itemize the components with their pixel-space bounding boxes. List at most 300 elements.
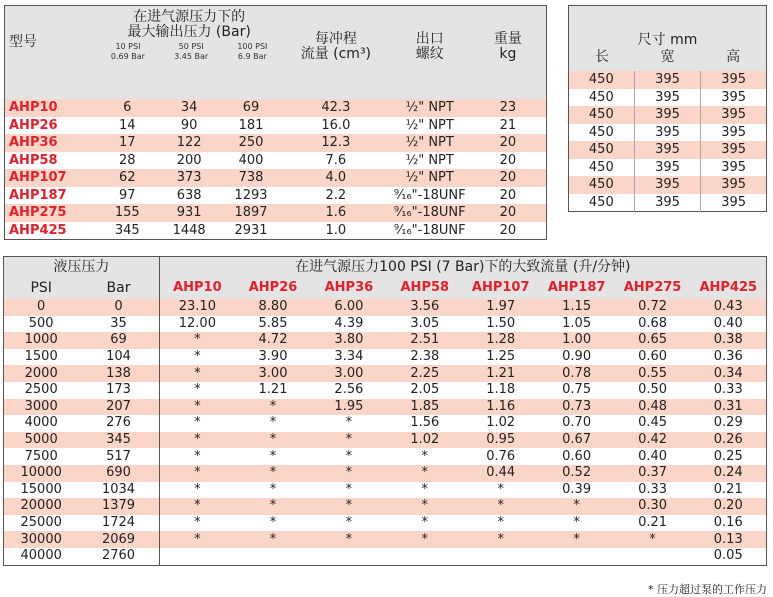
- flow-value: 1.28: [486, 332, 516, 348]
- psi-value: 40000: [20, 548, 62, 564]
- flow-value: 0.73: [562, 398, 592, 414]
- stroke-flow: 1.6: [325, 205, 347, 221]
- height-value: 395: [701, 89, 767, 107]
- flow-value: 3.80: [334, 332, 364, 348]
- flow-value: *: [194, 448, 201, 464]
- flow-row: [4, 399, 767, 416]
- flow-value: 0.13: [713, 531, 743, 547]
- outlet-thread: ½" NPT: [405, 170, 454, 186]
- weight: 23: [499, 100, 517, 116]
- flow-value: *: [421, 531, 429, 547]
- pressure-50psi: 90: [180, 117, 198, 133]
- weight-header-line2: kg: [499, 46, 517, 62]
- model-name: AHP187: [9, 187, 67, 203]
- outlet-thread: ½" NPT: [405, 152, 454, 168]
- bar-value: 517: [78, 448, 159, 465]
- flow-value: 0.21: [713, 481, 743, 497]
- weight: 20: [499, 187, 517, 203]
- flow-value: [159, 548, 235, 565]
- model-row: [5, 169, 547, 187]
- width-value: 395: [634, 159, 701, 177]
- flow-value: 3.00: [258, 365, 288, 381]
- length-value: 450: [588, 89, 614, 105]
- width-value: 395: [634, 106, 701, 124]
- length-value: 450: [588, 124, 614, 140]
- flow-value: *: [194, 349, 201, 365]
- stroke-flow: 4.0: [325, 170, 347, 186]
- stroke-flow: 16.0: [321, 117, 351, 133]
- bar-value: 276: [78, 415, 159, 432]
- flow-value: *: [194, 515, 201, 531]
- flow-value: [539, 548, 615, 565]
- pressure-10psi: 62: [118, 170, 136, 186]
- width-value: 395: [634, 71, 701, 89]
- stroke-flow: 7.6: [325, 152, 347, 168]
- flow-value: 0.16: [713, 515, 743, 531]
- dimension-row: [569, 141, 767, 159]
- model-row: [5, 152, 547, 170]
- psi-value: 4000: [24, 415, 58, 431]
- model-name: AHP58: [9, 152, 58, 168]
- psi-header: PSI: [4, 277, 79, 299]
- dimension-row: [569, 124, 767, 142]
- pressure-header-line1: 在进气源压力下的: [133, 9, 246, 25]
- flow-value: 0.31: [713, 398, 743, 414]
- flow-table-header-row1: [4, 257, 767, 278]
- flow-value: 2.51: [410, 332, 440, 348]
- flow-value: 0.05: [713, 548, 743, 564]
- flow-row: [4, 515, 767, 532]
- p1-psi: 10 PSI: [115, 42, 141, 51]
- dimension-row: [569, 194, 767, 212]
- psi-value: 5000: [24, 432, 58, 448]
- flow-value: 1.15: [562, 299, 592, 315]
- pressure-10psi: 28: [118, 152, 136, 168]
- psi-value: 15000: [20, 481, 62, 497]
- pressure-100psi: 1293: [234, 187, 268, 203]
- pressure-10psi: 6: [123, 100, 132, 116]
- flow-row: [4, 332, 767, 349]
- length-value: 450: [588, 142, 614, 158]
- pressure-header-line2: 最大输出压力 (Bar): [127, 24, 251, 40]
- flow-value: *: [194, 481, 201, 497]
- flow-value: *: [194, 382, 201, 398]
- flow-model-header: AHP58: [387, 277, 463, 299]
- flow-value: *: [497, 515, 504, 531]
- flow-model-header: AHP107: [463, 277, 539, 299]
- p2-bar: 3.45 Bar: [174, 52, 209, 61]
- flow-value: 0.33: [638, 481, 668, 497]
- flow-value: *: [421, 465, 429, 481]
- flow-value: 5.85: [258, 315, 288, 331]
- length-value: 450: [588, 107, 614, 123]
- bar-header: Bar: [78, 277, 159, 299]
- length-header: 长: [594, 48, 609, 65]
- width-value: 395: [634, 124, 701, 142]
- flow-value: 0.95: [486, 432, 516, 448]
- weight: 20: [499, 152, 517, 168]
- flow-value: [615, 548, 691, 565]
- dimensions-table: [568, 5, 767, 212]
- flow-value: 0.36: [713, 349, 743, 365]
- length-value: 450: [588, 194, 614, 210]
- flow-value: *: [573, 531, 580, 547]
- model-header: 型号: [9, 34, 37, 50]
- flow-value: 1.85: [410, 398, 440, 414]
- flow-value: 12.00: [178, 315, 216, 331]
- bar-value: 1379: [78, 498, 159, 515]
- width-value: 395: [634, 194, 701, 212]
- flow-value: 1.16: [486, 398, 516, 414]
- flow-value: 3.56: [410, 299, 440, 315]
- outlet-thread: ⁹⁄₁₆"-18UNF: [393, 205, 466, 221]
- flow-value: *: [269, 398, 277, 414]
- flow-value: 0.60: [638, 349, 668, 365]
- flow-value: *: [345, 515, 353, 531]
- flow-value: 1.02: [410, 432, 440, 448]
- bar-value: 1724: [78, 515, 159, 532]
- bar-value: 1034: [78, 482, 159, 499]
- flow-value: 0.25: [713, 448, 743, 464]
- bar-value: 345: [78, 432, 159, 449]
- flow-value: 0.90: [562, 349, 592, 365]
- flow-value: *: [573, 498, 580, 514]
- flow-value: 6.00: [334, 299, 364, 315]
- flow-row: [4, 448, 767, 465]
- bar-value: 690: [78, 465, 159, 482]
- flow-value: 1.05: [562, 315, 592, 331]
- flow-value: *: [497, 531, 504, 547]
- outlet-thread: ½" NPT: [405, 117, 454, 133]
- bar-value: 104: [78, 349, 159, 366]
- psi-value: 2000: [24, 365, 58, 381]
- bar-value: 2760: [78, 548, 159, 565]
- flow-row: [4, 548, 767, 565]
- weight-header-line1: 重量: [493, 31, 522, 47]
- flow-row: [4, 465, 767, 482]
- flow-value: 1.21: [258, 382, 288, 398]
- flow-value: 0.70: [562, 415, 592, 431]
- flow-value: *: [269, 415, 277, 431]
- flow-value: *: [421, 498, 429, 514]
- flow-table: [3, 256, 767, 566]
- flow-value: *: [269, 531, 277, 547]
- bar-value: 138: [78, 365, 159, 382]
- outlet-header-line2: 螺纹: [415, 46, 444, 62]
- flow-value: 0.45: [638, 415, 668, 431]
- pressure-100psi: 69: [242, 100, 260, 116]
- models-table-header: [5, 6, 547, 100]
- flow-value: 2.56: [334, 382, 364, 398]
- flow-value: *: [421, 448, 429, 464]
- flow-value: 3.34: [334, 349, 364, 365]
- pressure-10psi: 14: [118, 117, 136, 133]
- model-row: [5, 204, 547, 222]
- flow-value: *: [194, 432, 201, 448]
- pressure-50psi: 34: [180, 100, 198, 116]
- flow-value: 0.48: [638, 398, 668, 414]
- flow-value: 23.10: [178, 299, 216, 315]
- flow-value: *: [194, 332, 201, 348]
- length-value: 450: [588, 72, 614, 88]
- psi-value: 1000: [24, 332, 58, 348]
- flow-title: 在进气源压力100 PSI (7 Bar)下的大致流量 (升/分钟): [159, 257, 766, 278]
- flow-value: 1.95: [334, 398, 364, 414]
- pressure-100psi: 1897: [234, 205, 268, 221]
- bar-value: 173: [78, 382, 159, 399]
- pressure-100psi: 400: [238, 152, 264, 168]
- pressure-100psi: 2931: [234, 222, 268, 238]
- flow-value: 3.05: [410, 315, 440, 331]
- length-value: 450: [588, 177, 614, 193]
- flow-value: 0.38: [713, 332, 743, 348]
- model-row: [5, 222, 547, 240]
- psi-value: 20000: [20, 498, 62, 514]
- pressure-50psi: 931: [176, 205, 202, 221]
- flow-value: *: [269, 448, 277, 464]
- dimensions-title: 尺寸 mm: [637, 31, 698, 48]
- flow-value: 0.24: [713, 465, 743, 481]
- dimensions-table-header: [569, 6, 767, 72]
- flow-value: 0.65: [638, 332, 668, 348]
- flow-value: 0.33: [713, 382, 743, 398]
- model-row: [5, 117, 547, 135]
- psi-value: 1500: [24, 349, 58, 365]
- flow-value: [235, 548, 311, 565]
- dimension-row: [569, 71, 767, 89]
- pressure-10psi: 97: [118, 187, 136, 203]
- p1-bar: 0.69 Bar: [110, 52, 145, 61]
- height-value: 395: [701, 194, 767, 212]
- psi-value: 3000: [24, 398, 58, 414]
- height-value: 395: [701, 106, 767, 124]
- flow-value: *: [497, 498, 504, 514]
- flow-value: 0.50: [638, 382, 668, 398]
- flow-value: 0.37: [638, 465, 668, 481]
- dimension-row: [569, 106, 767, 124]
- hydraulic-header: 液压压力: [4, 257, 160, 278]
- bar-value: 69: [78, 332, 159, 349]
- flow-value: *: [345, 448, 353, 464]
- height-value: 395: [701, 159, 767, 177]
- flow-value: *: [269, 481, 277, 497]
- flow-model-header: AHP425: [691, 277, 767, 299]
- weight: 20: [499, 222, 517, 238]
- flow-value: *: [345, 432, 353, 448]
- flow-value: 0.52: [562, 465, 592, 481]
- footnote: * 压力超过泵的工作压力: [648, 583, 767, 596]
- stroke-flow: 12.3: [321, 135, 351, 151]
- flow-row: [4, 382, 767, 399]
- model-name: AHP275: [9, 205, 67, 221]
- flow-value: 1.50: [486, 315, 516, 331]
- flow-model-header: AHP10: [159, 277, 235, 299]
- bar-value: 207: [78, 399, 159, 416]
- flow-value: 2.38: [410, 349, 440, 365]
- height-value: 395: [701, 176, 767, 194]
- pressure-50psi: 373: [176, 170, 202, 186]
- flow-value: *: [269, 515, 277, 531]
- flow-value: 0.20: [713, 498, 743, 514]
- flow-value: *: [194, 415, 201, 431]
- flow-value: 0.34: [713, 365, 743, 381]
- model-name: AHP36: [9, 135, 58, 151]
- model-row: [5, 187, 547, 205]
- flow-value: *: [345, 415, 353, 431]
- flow-value: 3.90: [258, 349, 288, 365]
- flow-value: *: [345, 481, 353, 497]
- flow-value: *: [194, 498, 201, 514]
- flow-model-header: AHP187: [539, 277, 615, 299]
- flow-value: 0.72: [638, 299, 668, 315]
- flow-row: [4, 482, 767, 499]
- flow-table-header-row2: [4, 277, 767, 299]
- pressure-50psi: 1448: [172, 222, 206, 238]
- flow-value: 0.26: [713, 432, 743, 448]
- flow-value: 8.80: [258, 299, 288, 315]
- flow-value: *: [421, 481, 429, 497]
- psi-value: 25000: [20, 515, 62, 531]
- flow-value: *: [649, 531, 656, 547]
- weight: 20: [499, 135, 517, 151]
- flow-value: 0.55: [638, 365, 668, 381]
- flow-row: [4, 415, 767, 432]
- length-value: 450: [588, 159, 614, 175]
- flow-value: 0.75: [562, 382, 592, 398]
- flow-value: *: [194, 398, 201, 414]
- stroke-header-line2: 流量 (cm³): [300, 46, 372, 62]
- width-value: 395: [634, 89, 701, 107]
- pressure-10psi: 155: [114, 205, 140, 221]
- height-value: 395: [701, 71, 767, 89]
- models-table: [4, 5, 547, 240]
- bar-value: 2069: [78, 531, 159, 548]
- flow-value: [463, 548, 539, 565]
- model-name: AHP107: [9, 170, 67, 186]
- flow-value: 1.21: [486, 365, 516, 381]
- outlet-thread: ½" NPT: [405, 100, 454, 116]
- outlet-thread: ⁹⁄₁₆"-18UNF: [393, 222, 466, 238]
- flow-value: 0.78: [562, 365, 592, 381]
- stroke-header-line1: 每冲程: [314, 31, 357, 47]
- bar-value: 0: [78, 299, 159, 316]
- flow-value: 0.40: [638, 448, 668, 464]
- flow-value: 4.72: [258, 332, 288, 348]
- flow-value: *: [194, 465, 201, 481]
- flow-value: *: [269, 465, 277, 481]
- flow-value: 1.02: [486, 415, 516, 431]
- height-header: 高: [726, 48, 741, 65]
- flow-value: *: [421, 515, 429, 531]
- flow-value: 0.40: [713, 315, 743, 331]
- model-name: AHP10: [9, 100, 58, 116]
- psi-value: 0: [37, 299, 46, 315]
- p3-bar: 6.9 Bar: [237, 52, 267, 61]
- flow-value: [387, 548, 463, 565]
- flow-row: [4, 299, 767, 316]
- flow-value: 0.43: [713, 299, 743, 315]
- flow-row: [4, 316, 767, 333]
- psi-value: 10000: [20, 465, 62, 481]
- flow-value: *: [345, 531, 353, 547]
- dimension-row: [569, 89, 767, 107]
- flow-model-header: AHP26: [235, 277, 311, 299]
- flow-row: [4, 349, 767, 366]
- weight: 21: [499, 117, 517, 133]
- model-row: [5, 99, 547, 117]
- flow-row: [4, 432, 767, 449]
- psi-value: 7500: [24, 448, 58, 464]
- model-name: AHP425: [9, 222, 67, 238]
- flow-value: 0.42: [638, 432, 668, 448]
- flow-value: 0.30: [638, 498, 668, 514]
- pressure-50psi: 122: [176, 135, 202, 151]
- pressure-50psi: 638: [176, 187, 202, 203]
- flow-value: 1.97: [486, 299, 516, 315]
- flow-value: 1.56: [410, 415, 440, 431]
- pressure-10psi: 17: [118, 135, 136, 151]
- flow-value: 0.67: [562, 432, 592, 448]
- flow-value: *: [269, 432, 277, 448]
- psi-value: 2500: [24, 382, 58, 398]
- p3-psi: 100 PSI: [237, 42, 268, 51]
- flow-value: 1.00: [562, 332, 592, 348]
- dimension-row: [569, 159, 767, 177]
- psi-value: 30000: [20, 531, 62, 547]
- flow-value: 0.68: [638, 315, 668, 331]
- flow-value: *: [194, 531, 201, 547]
- outlet-thread: ½" NPT: [405, 135, 454, 151]
- dimension-row: [569, 176, 767, 194]
- height-value: 395: [701, 124, 767, 142]
- flow-value: 3.00: [334, 365, 364, 381]
- width-header: 宽: [660, 48, 675, 65]
- model-name: AHP26: [9, 117, 58, 133]
- flow-value: *: [345, 498, 353, 514]
- stroke-flow: 42.3: [321, 100, 351, 116]
- flow-value: 1.25: [486, 349, 516, 365]
- stroke-flow: 1.0: [325, 222, 347, 238]
- stroke-flow: 2.2: [325, 187, 347, 203]
- flow-row: [4, 365, 767, 382]
- flow-value: [311, 548, 387, 565]
- flow-value: 4.39: [334, 315, 364, 331]
- model-row: [5, 134, 547, 152]
- flow-value: 0.39: [562, 481, 592, 497]
- p2-psi: 50 PSI: [178, 42, 204, 51]
- pressure-100psi: 738: [238, 170, 264, 186]
- pressure-10psi: 345: [114, 222, 140, 238]
- flow-value: 2.05: [410, 382, 440, 398]
- flow-value: 0.60: [562, 448, 592, 464]
- flow-value: 0.76: [486, 448, 516, 464]
- flow-model-header: AHP275: [615, 277, 691, 299]
- flow-value: 0.29: [713, 415, 743, 431]
- flow-value: *: [345, 465, 353, 481]
- flow-value: 1.18: [486, 382, 516, 398]
- width-value: 395: [634, 141, 701, 159]
- outlet-header-line1: 出口: [415, 31, 444, 47]
- outlet-thread: ⁹⁄₁₆"-18UNF: [393, 187, 466, 203]
- pressure-100psi: 181: [238, 117, 264, 133]
- pressure-100psi: 250: [238, 135, 264, 151]
- weight: 20: [499, 170, 517, 186]
- pressure-50psi: 200: [176, 152, 202, 168]
- bar-value: 35: [78, 316, 159, 333]
- flow-value: 0.44: [486, 465, 516, 481]
- flow-model-header: AHP36: [311, 277, 387, 299]
- flow-value: *: [497, 481, 504, 497]
